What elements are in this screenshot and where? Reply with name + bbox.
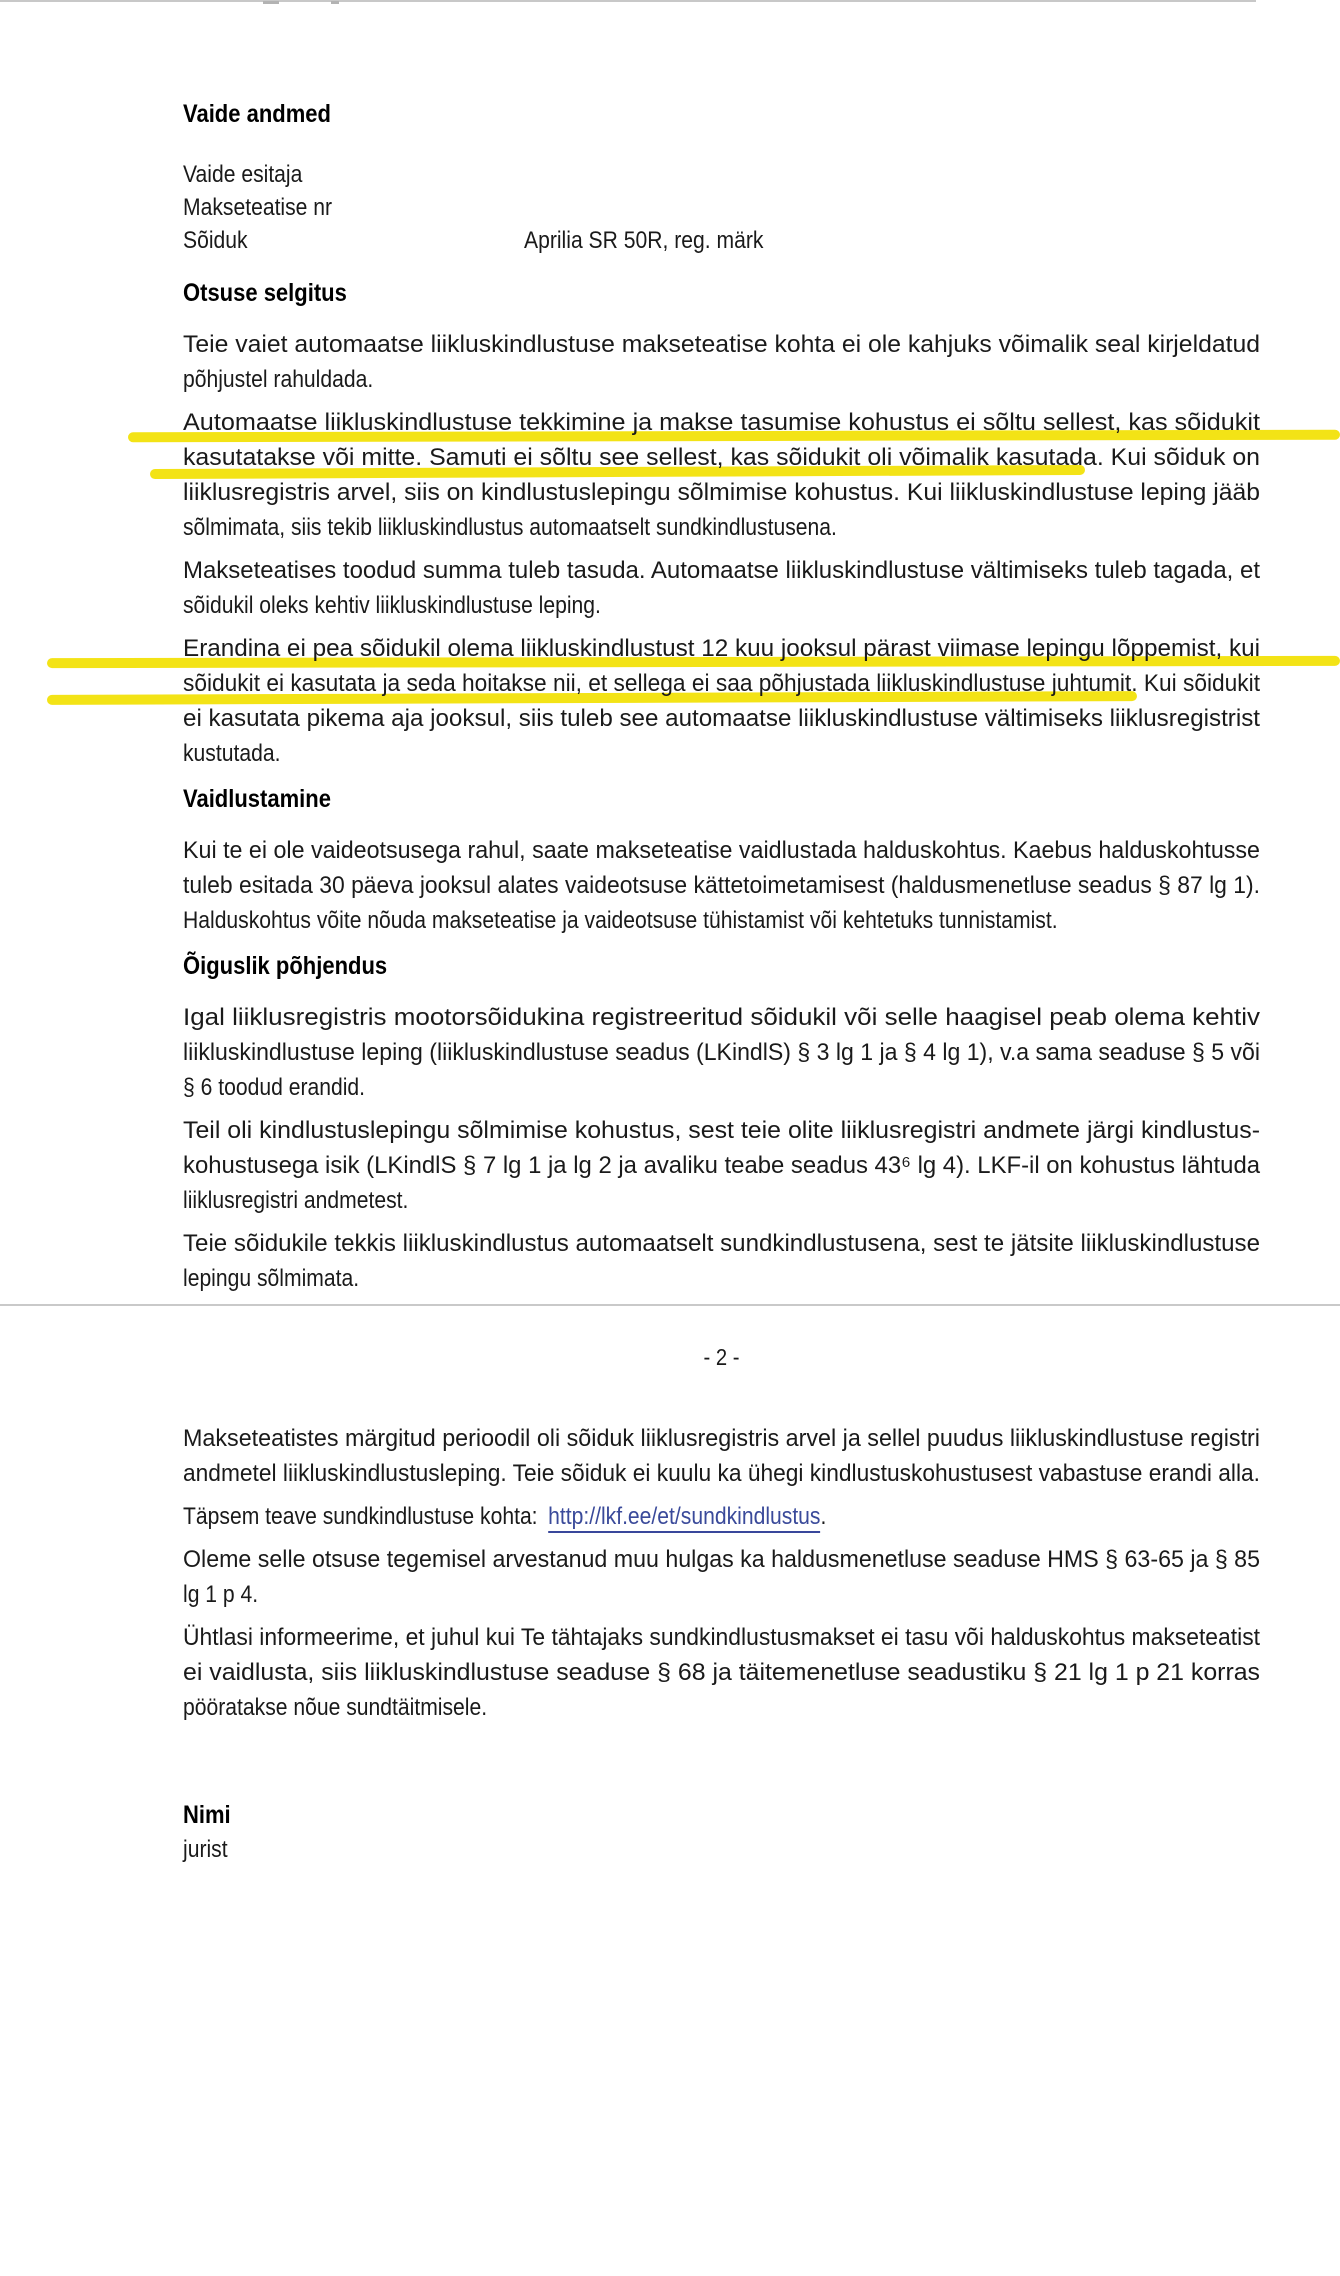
scan-artifact-speck (331, 1, 339, 4)
paragraph (183, 1542, 1260, 1612)
paragraph-line: kasutatakse või mitte. Samuti ei sõltu see sellest, kas sõidukit oli võimalik kasutada. Kui sõiduk on (183, 444, 1260, 471)
paragraph-line: liiklusregistris arvel, siis on kindlustuslepingu sõlmimise kohustus. Kui liikluskindlustuse leping jääb (183, 479, 1260, 506)
heading-text: Vaide andmed (183, 100, 331, 128)
paragraph-line: § 6 toodud erandid. (183, 1074, 366, 1101)
heading-text: Vaidlustamine (183, 785, 331, 813)
paragraph (183, 1113, 1260, 1218)
paragraph-line: Teil oli kindlustuslepingu sõlmimise kohustus, sest teie olite liiklusregistri andmete järgi kindlustus- (183, 1117, 1260, 1144)
paragraph (183, 553, 1260, 623)
scan-artifact-strip (0, 0, 1256, 2)
case-info-label: Sõiduk (183, 227, 248, 254)
paragraph (183, 327, 1260, 397)
paragraph-line: tuleb esitada 30 päeva jooksul alates vaideotsuse kättetoimetamisest (haldusmenetluse seadus § 87 lg 1). (183, 872, 1260, 899)
paragraph (183, 1000, 1260, 1105)
paragraph-line: liiklusregistri andmetest. (183, 1187, 409, 1214)
paragraph-line: Oleme selle otsuse tegemisel arvestanud muu hulgas ka haldusmenetluse seaduse HMS § 63-65 ja § 85 (183, 1546, 1260, 1573)
paragraph-line: Erandina ei pea sõidukil olema liikluskindlustust 12 kuu jooksul pärast viimase lepingu lõppemist, kui (183, 635, 1260, 662)
paragraph-line: kohustusega isik (LKindlS § 7 lg 1 ja lg 2 ja avaliku teabe seadus 43⁶ lg 4). LKF-il on kohustus lähtuda (183, 1152, 1260, 1179)
paragraph-line: sõidukit ei kasutata ja seda hoitakse nii, et sellega ei saa põhjustada liikluskindlustuse juhtumit. Kui sõidukit (183, 670, 1260, 697)
paragraph-line: kustutada. (183, 740, 281, 767)
paragraph-line: sõlmimata, siis tekib liikluskindlustus automaatselt sundkindlustusena. (183, 514, 837, 541)
paragraph-line: Halduskohtus võite nõuda makseteatise ja vaideotsuse tühistamist või kehtetuks tunnistamist. (183, 907, 1058, 934)
paragraph-line: sõidukil oleks kehtiv liikluskindlustuse leping. (183, 592, 601, 619)
paragraph-line: Teie sõidukile tekkis liikluskindlustus automaatselt sundkindlustusena, sest te jätsite liikluskindlustuse (183, 1230, 1260, 1257)
case-info-label: Vaide esitaja (183, 161, 303, 188)
paragraph-line: Makseteatises toodud summa tuleb tasuda. Automaatse liikluskindlustuse vältimiseks tuleb tagada, et (183, 557, 1260, 584)
paragraph-line: lg 1 p 4. (183, 1581, 259, 1608)
case-info-value: Aprilia SR 50R, reg. märk (524, 227, 764, 254)
paragraph-line: Kui te ei ole vaideotsusega rahul, saate makseteatise vaidlustada halduskohtus. Kaebus halduskohtusse (183, 837, 1260, 864)
link-line-prefix: Täpsem teave sundkindlustuse kohta: (183, 1503, 538, 1530)
paragraph-line: põhjustel rahuldada. (183, 366, 374, 393)
scan-artifact-speck (263, 1, 279, 4)
paragraph-with-link (183, 1499, 1260, 1534)
paragraph-line: ei kasutata pikema aja jooksul, siis tuleb see automaatse liikluskindlustuse vältimiseks liiklusregistrist (183, 705, 1260, 732)
paragraph (183, 1421, 1260, 1491)
case-info-row (183, 224, 1260, 257)
section-heading-vaide-andmed (183, 100, 1260, 132)
paragraph-line: andmetel liikluskindlustusleping. Teie sõiduk ei kuulu ka ühegi kindlustuskohustusest vabastuse erandi alla. (183, 1460, 1260, 1487)
paragraph (183, 1620, 1260, 1725)
case-info-row (183, 191, 1260, 224)
paragraph-highlighted (183, 405, 1260, 545)
signature-block (183, 1798, 1260, 1866)
sundkindlustus-link[interactable]: http://lkf.ee/et/sundkindlustus (548, 1503, 820, 1533)
page-number: - 2 - (703, 1344, 740, 1370)
paragraph-line: pööratakse nõue sundtäitmisele. (183, 1694, 488, 1721)
case-info-label: Makseteatise nr (183, 194, 333, 221)
paragraph-line (183, 1499, 1260, 1534)
paragraph-line: liikluskindlustuse leping (liikluskindlustuse seadus (LKindlS) § 3 lg 1 ja § 4 lg 1), v.a sama seaduse § 5 või (183, 1039, 1260, 1066)
link-line-suffix: . (820, 1503, 827, 1530)
heading-text: Õiguslik põhjendus (183, 952, 388, 980)
heading-text: Otsuse selgitus (183, 279, 347, 307)
paragraph-highlighted (183, 631, 1260, 771)
paragraph-line: Teie vaiet automaatse liikluskindlustuse makseteatise kohta ei ole kahjuks võimalik seal kirjeldatud (183, 331, 1260, 358)
case-info-row (183, 158, 1260, 191)
signer-title: jurist (183, 1836, 228, 1863)
paragraph-line: lepingu sõlmimata. (183, 1265, 360, 1292)
paragraph (183, 833, 1260, 938)
section-heading-vaidlustamine (183, 785, 1260, 817)
section-heading-otsuse-selgitus (183, 279, 1260, 311)
section-heading-oiguslik-pohjendus (183, 952, 1260, 984)
page-divider (0, 1304, 1340, 1306)
paragraph-line: Igal liiklusregistris mootorsõidukina registreeritud sõidukil või selle haagisel peab olema kehtiv (183, 1004, 1260, 1031)
paragraph-line: Ühtlasi informeerime, et juhul kui Te tähtajaks sundkindlustusmakset ei tasu või halduskohtus makseteatist (183, 1624, 1260, 1651)
case-info-table (183, 158, 1260, 257)
paragraph-line: Makseteatistes märgitud perioodil oli sõiduk liiklusregistris arvel ja sellel puudus liikluskindlustuse registri (183, 1425, 1260, 1452)
paragraph-line: ei vaidlusta, siis liikluskindlustuse seaduse § 68 ja täitemenetluse seadustiku § 21 lg 1 p 21 korras (183, 1659, 1260, 1686)
signer-name: Nimi (183, 1801, 231, 1829)
paragraph-line: Automaatse liikluskindlustuse tekkimine ja makse tasumise kohustus ei sõltu sellest, kas sõidukit (183, 409, 1260, 436)
paragraph (183, 1226, 1260, 1296)
